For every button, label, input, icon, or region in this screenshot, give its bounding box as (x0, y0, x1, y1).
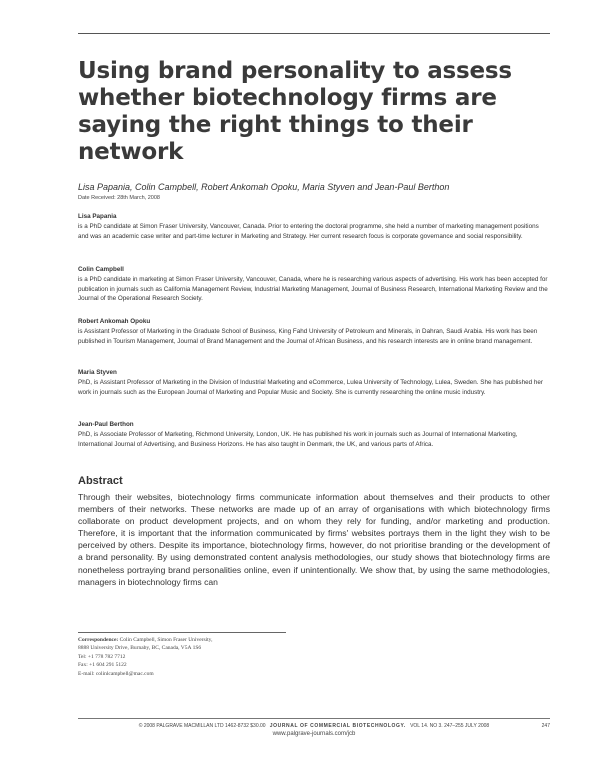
bio-robert-ankomah-opoku (78, 317, 550, 346)
abstract-heading: Abstract (78, 475, 123, 487)
correspondence-email[interactable]: E-mail: colinlcampbell@mac.com (78, 670, 154, 677)
bio-maria-styven (78, 368, 550, 397)
bio-text: is a PhD candidate in marketing at Simon Fraser University, Vancouver, Canada, where he is researching various aspects of advertising. His work has been accepted for publication in journals such as California Management Review, Industrial Marketing Management, Journal of Business Research, International Marketing Review and the Journal of the Operational Research Society. (78, 275, 548, 303)
footer-rule (78, 718, 550, 719)
top-rule (78, 33, 550, 34)
footer (78, 723, 550, 729)
correspondence-tel: Tel: +1 778 782 7712 (78, 653, 126, 660)
author-list: Lisa Papania, Colin Campbell, Robert Ankomah Opoku, Maria Styven and Jean-Paul Berthon (78, 182, 450, 192)
bio-name: Lisa Papania (78, 213, 117, 220)
bio-text: is a PhD candidate at Simon Fraser University, Vancouver, Canada. Prior to entering the doctoral programme, she held a number of marketing management positions and was an academic case writer and part-time lecturer in Marketing and Strategy. Her current research focus is corporate governance and social responsibility. (78, 222, 539, 240)
correspondence-block (78, 636, 212, 678)
correspondence-name: Colin Campbell, Simon Fraser University, (119, 637, 213, 643)
footer-volume: VOL 14. NO 3. 247–255 JULY 2008 (410, 723, 490, 729)
footer-journal: JOURNAL OF COMMERCIAL BIOTECHNOLOGY. (269, 723, 406, 729)
bio-name: Maria Styven (78, 369, 117, 376)
date-received: Date Received: 28th March, 2008 (78, 195, 160, 201)
footer-url[interactable]: www.palgrave-journals.com/jcb (272, 731, 356, 737)
article-title: Using brand personality to assess whether biotechnology firms are saying the right things to their network (78, 58, 512, 165)
correspondence-fax: Fax: +1 604 291 5122 (78, 662, 127, 669)
bio-name: Robert Ankomah Opoku (78, 318, 151, 325)
bio-text: PhD, is Associate Professor of Marketing, Richmond University, London, UK. He has published his work in journals such as Journal of International Marketing, International Journal of Advertising, and Business Horizons. He has also taught in Denmark, the UK, and various parts of Africa. (78, 430, 518, 448)
bio-text: PhD, is Assistant Professor of Marketing in the Division of Industrial Marketing and eCommerce, Lulea University of Technology, Lulea, Sweden. She has published her work in journals such as the European Journal of Marketing and Popular Music and Society. She is currently researching the online music industry. (78, 378, 543, 396)
bio-name: Colin Campbell (78, 266, 124, 273)
bio-colin-campbell (78, 265, 550, 304)
page-number: 247 (541, 723, 550, 729)
correspondence-label: Correspondence: (78, 637, 119, 643)
bio-jean-paul-berthon (78, 420, 550, 449)
correspondence-address: 8888 University Drive, Burnaby, BC, Canada, V5A 1S6 (78, 645, 202, 652)
bio-name: Jean-Paul Berthon (78, 421, 134, 428)
bio-text: is Assistant Professor of Marketing in the Graduate School of Business, King Fahd University of Petroleum and Minerals, in Dahran, Saudi Arabia. His work has been published in Tourism Management, Journal of Brand Management and the Journal of African Business, and his research interests are in online brand management. (78, 327, 538, 345)
abstract-body: Through their websites, biotechnology firms communicate information about themselves and their products to other members of their networks. These networks are made up of an array of organisations with which biotechnology firms collaborate on product development projects, and on whom they rely for funding, and/or marketing and production. Therefore, it is important that the information communicated by firms' websites portrays them in the light they wish to be perceived by others. Despite its importance, biotechnology firms, however, do not prioritise branding or the development of a brand personality. By using demonstrated content analysis methodologies, our study shows that biotechnology firms are nonetheless portraying brand personalities online, even if unintentionally. We show that, by using the same methodologies, managers in biotechnology firms can (78, 492, 550, 587)
bio-lisa-papania (78, 212, 550, 241)
footer-copyright: © 2008 PALGRAVE MACMILLAN LTD 1462-8732 $30.00 (138, 723, 266, 729)
correspondence-rule (78, 632, 286, 633)
